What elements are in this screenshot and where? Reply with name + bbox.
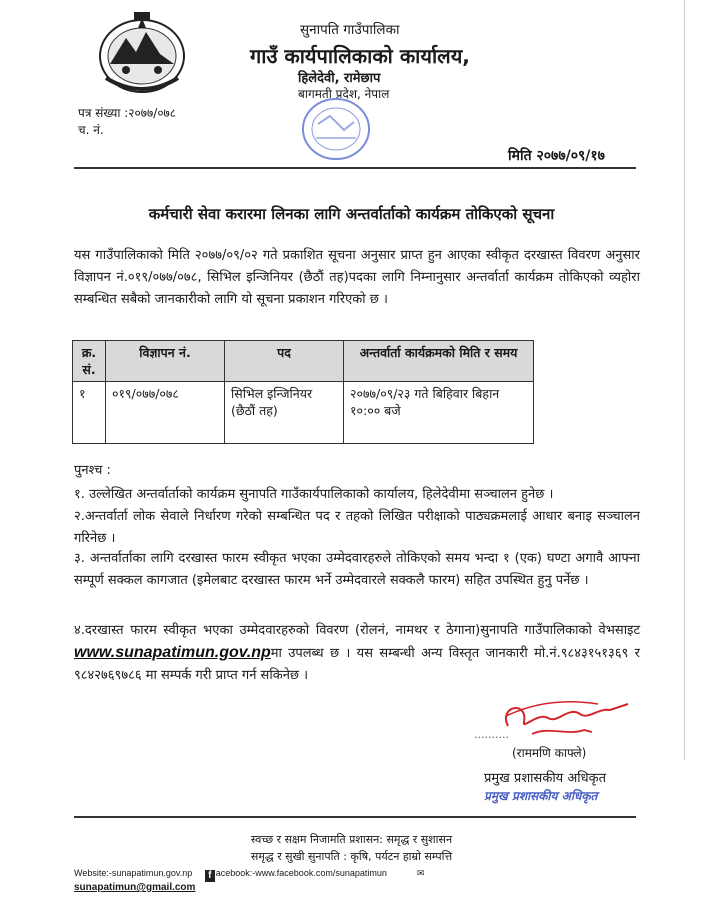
- letter-number: पत्र संख्या :२०७७/०७८: [78, 106, 177, 120]
- office-name: गाउँ कार्यपालिकाको कार्यालय,: [250, 44, 470, 68]
- dispatch-number: च. नं.: [78, 123, 104, 137]
- office-place: हिलेदेवी, रामेछाप: [298, 71, 381, 86]
- government-emblem: [96, 8, 188, 96]
- header-interview-date: अन्तर्वार्ता कार्यक्रमको मिति र समय: [344, 341, 534, 382]
- table-header-row: [73, 341, 534, 382]
- email-icon: ✉: [416, 868, 425, 878]
- signature-dots: ..........: [474, 728, 509, 741]
- header-advertisement: विज्ञापन नं.: [106, 341, 225, 382]
- postscript-item-3: ३. अन्तर्वार्ताका लागि दरखास्त फारम स्वीकृत भएका उम्मेदवारहरुले तोकिएको समय भन्दा १ (एक) घण्टा अगावै आफ्ना सम्पूर्ण सक्कल कागजात (इमेलबाट दरखास्त फारम भर्ने उम्मेदवारले सक्कलै फारम) सहित उपस्थित हुनु पर्नेछ ।: [74, 551, 640, 588]
- cell-post: सिभिल इन्जिनियर (छैठौं तह): [225, 382, 344, 444]
- postscript-item-4: [74, 620, 640, 687]
- interview-schedule-table: [72, 340, 534, 444]
- date-value: २०७७/०९/१७: [536, 148, 605, 164]
- signatory-stamp: प्रमुख प्रशासकीय अधिकृत: [484, 789, 598, 803]
- item4-text-pre: ४.दरखास्त फारम स्वीकृत भएका उम्मेदवारहरुको विवरण (रोलनं, नामथर र ठेगाना)सुनापति गाउँपालिकाको वेभसाइट: [74, 623, 640, 638]
- cell-advertisement: ०१९/०७७/०७८: [106, 382, 225, 444]
- office-stamp: [300, 96, 372, 162]
- website-link[interactable]: www.sunapatimun.gov.np: [74, 644, 271, 661]
- office-province: बागमती प्रदेश, नेपाल: [298, 87, 390, 101]
- handwritten-signature: [488, 696, 638, 740]
- postscript-label: पुनश्च :: [74, 463, 111, 478]
- item4-text-post: मा उपलब्ध छ । यस सम्बन्धी अन्य विस्तृत जानकारी मो.नं.९८४३१५१३६९ र ९८४२७६९७८६ मा सम्पर्क गरी प्राप्त गर्न सकिनेछ ।: [74, 646, 640, 683]
- cell-serial: १: [73, 382, 106, 444]
- footer-slogan-1: स्वच्छ र सक्षम निजामति प्रशासन: समृद्ध र सुशासन: [250, 833, 453, 846]
- table-row: [73, 382, 534, 444]
- signatory-title: प्रमुख प्रशासकीय अधिकृत: [484, 771, 607, 786]
- document-date: [508, 146, 605, 165]
- postscript-item-2: २.अन्तर्वार्ता लोक सेवाले निर्धारण गरेको सम्बन्धित पद र तहको लिखित परीक्षाको पाठ्यक्रमलाई आधार बनाइ सञ्चालन गरिनेछ ।: [74, 509, 640, 546]
- header-post: पद: [225, 341, 344, 382]
- header-divider: [74, 167, 636, 169]
- scan-edge-line: [684, 0, 685, 760]
- signatory-name: (राममणि काफ्ले): [512, 746, 587, 760]
- notice-title: कर्मचारी सेवा करारमा लिनका लागि अन्तर्वार्ताको कार्यक्रम तोकिएको सूचना: [148, 205, 555, 223]
- date-label: मिति: [508, 148, 532, 164]
- postscript-item-1: १. उल्लेखित अन्तर्वार्ताको कार्यक्रम सुनापति गाउँकार्यपालिकाको कार्यालय, हिलेदेवीमा सञ्चालन हुनेछ ।: [74, 487, 554, 502]
- footer-slogan-2: समृद्ध र सुखी सुनापति : कृषि, पर्यटन हाम्रो सम्पत्ति: [250, 850, 453, 863]
- footer-contacts: [74, 868, 544, 893]
- municipality-name: सुनापति गाउँपालिका: [300, 22, 400, 38]
- notice-body: यस गाउँपालिकाको मिति २०७७/०९/०२ गते प्रकाशित सूचना अनुसार प्राप्त हुन आएका स्वीकृत दरखास्त विवरण अनुसार विज्ञापन नं.०१९/०७७/०७८, सिभिल इन्जिनियर (छैठौं तह)पदका लागि निम्नानुसार अन्तर्वार्ता कार्यक्रम तोकिएको व्यहोरा सम्बन्धित सबैको जानकारीको लागि यो सूचना प्रकाशन गरिएको छ ।: [74, 248, 640, 307]
- header-serial: क्र. सं.: [73, 341, 106, 382]
- footer-website[interactable]: Website:-sunapatimun.gov.np: [74, 868, 193, 878]
- facebook-icon: f: [205, 870, 215, 882]
- footer-email[interactable]: sunapatimun@gmail.com: [74, 882, 196, 893]
- footer-divider: [74, 816, 636, 818]
- footer-facebook[interactable]: acebook:-www.facebook.com/sunapatimun: [215, 868, 387, 878]
- cell-interview-date: २०७७/०९/२३ गते बिहिवार बिहान १०:०० बजे: [344, 382, 534, 444]
